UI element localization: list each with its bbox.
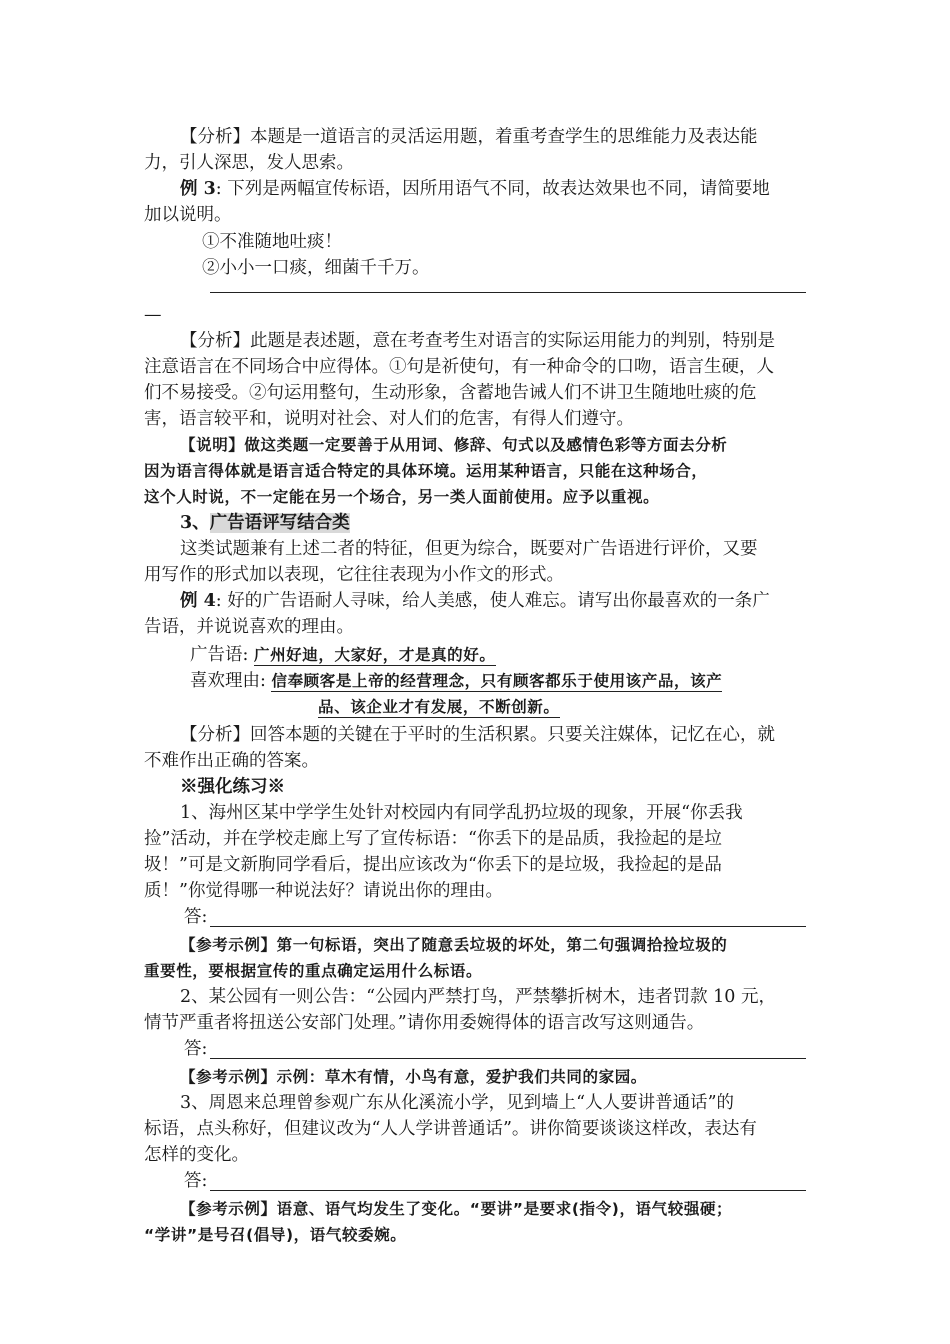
question-2-cont: 情节严重者将扭送公安部门处理。”请你用委婉得体的语言改写这则通告。 [144,1013,705,1033]
reason-label: 喜欢理由: [190,671,266,691]
reference-answer-1-cont: 重要性，要根据宣传的重点确定运用什么标语。 [144,962,483,980]
slogan-2: ②小小一口痰，细菌千千万。 [202,258,430,278]
answer-1-label: 答: [184,907,208,927]
example-4-question-cont: 告语，并说说喜欢的理由。 [144,617,354,637]
answer-3-line[interactable] [210,1190,806,1191]
section-intro-cont: 用写作的形式加以表现，它往往表现为小作文的形式。 [144,565,564,585]
analysis-paragraph-2-line4: 害，语言较平和，说明对社会、对人们的危害，有得人们遵守。 [144,409,634,429]
example-3-question-cont: 加以说明。 [144,205,232,225]
analysis-paragraph-2: 【分析】此题是表述题，意在考查考生对语言的实际运用能力的判别，特别是 [180,331,775,351]
analysis-paragraph-3: 【分析】回答本题的关键在于平时的生活积累。只要关注媒体，记忆在心，就 [180,725,775,745]
question-2: 2、某公园有一则公告：“公园内严禁打鸟，严禁攀折树木，违者罚款 10 元， [180,987,776,1007]
practice-heading: ※强化练习※ [180,777,285,797]
question-1-line2: 捡”活动，并在学校走廊上写了宣传标语：“你丢下的是品质，我捡起的是垃 [144,829,722,849]
example-4-label: 例 4 [180,591,216,611]
question-3: 3、周恩来总理曾参观广东从化溪流小学，见到墙上“人人要讲普通话”的 [180,1093,735,1113]
answer-line-dash: — [144,305,162,325]
reason-text: 信奉顾客是上帝的经营理念，只有顾客都乐于使用该产品，该产 [271,672,723,690]
example-4-question [180,588,770,614]
reason-text-line2: 品、该企业才有发展，不断创新。 [318,698,560,716]
example-3-text: : 下列是两幅宣传标语，因所用语气不同，故表达效果也不同，请简要地 [215,179,770,199]
reference-answer-1: 【参考示例】第一句标语，突出了随意丢垃圾的坏处，第二句强调拾捡垃圾的 [180,936,728,954]
section-number: 3、 [180,513,210,533]
section-intro: 这类试题兼有上述二者的特征，但更为综合，既要对广告语进行评价，又要 [180,539,758,559]
analysis-paragraph-1: 【分析】本题是一道语言的灵活运用题，着重考查学生的思维能力及表达能 [180,127,758,147]
answer-2-label: 答: [184,1039,208,1059]
reason-text-cont [318,694,560,720]
reference-answer-3-cont: “学讲”是号召(倡导)，语气较委婉。 [144,1226,407,1244]
analysis-paragraph-2-line3: 们不易接受。②句运用整句，生动形象，含蓄地告诫人们不讲卫生随地吐痰的危 [144,383,757,403]
question-3-line2: 标语，点头称好，但建议改为“人人学讲普通话”。讲你简要谈谈这样改，表达有 [144,1119,757,1139]
note-paragraph: 【说明】做这类题一定要善于从用词、修辞、句式以及感情色彩等方面去分析 [180,436,728,454]
slogan-answer [190,642,496,668]
answer-2-line[interactable] [210,1058,806,1059]
note-paragraph-line3: 这个人时说，不一定能在另一个场合，另一类人面前使用。应予以重视。 [144,488,660,506]
reference-answer-3: 【参考示例】语意、语气均发生了变化。“要讲”是要求(指令)，语气较强硬； [180,1200,733,1218]
example-3-label: 例 3 [180,179,216,199]
analysis-paragraph-3-cont: 不难作出正确的答案。 [144,751,319,771]
reference-answer-2: 【参考示例】示例：草木有情，小鸟有意，爱护我们共同的家园。 [180,1068,647,1086]
slogan-text: 广州好迪，大家好，才是真的好。 [253,646,496,664]
section-heading-3 [180,510,350,536]
example-4-text: : 好的广告语耐人寻味，给人美感，使人难忘。请写出你最喜欢的一条广 [215,591,770,611]
analysis-paragraph-1-cont: 力，引人深思，发人思索。 [144,153,354,173]
slogan-1: ①不准随地吐痰！ [202,232,342,252]
answer-1-line[interactable] [210,926,806,927]
note-paragraph-line2: 因为语言得体就是语言适合特定的具体环境。运用某种语言，只能在这种场合， [144,462,708,480]
example-3-question [180,176,770,202]
question-3-line3: 怎样的变化。 [144,1145,249,1165]
section-title: 广告语评写结合类 [209,513,350,533]
question-1: 1、海州区某中学学生处针对校园内有同学乱扔垃圾的现象，开展“你丢我 [180,803,743,823]
slogan-label: 广告语: [190,645,249,665]
analysis-paragraph-2-line2: 注意语言在不同场合中应得体。①句是祈使句，有一种命令的口吻，语言生硬，人 [144,357,774,377]
reason-answer [190,668,722,694]
answer-3-label: 答: [184,1171,208,1191]
question-1-line3: 圾！”可是文新朐同学看后，提出应该改为“你丢下的是垃圾，我捡起的是品 [144,855,722,875]
question-1-line4: 质！”你觉得哪一种说法好？请说出你的理由。 [144,881,503,901]
answer-line [210,292,806,293]
